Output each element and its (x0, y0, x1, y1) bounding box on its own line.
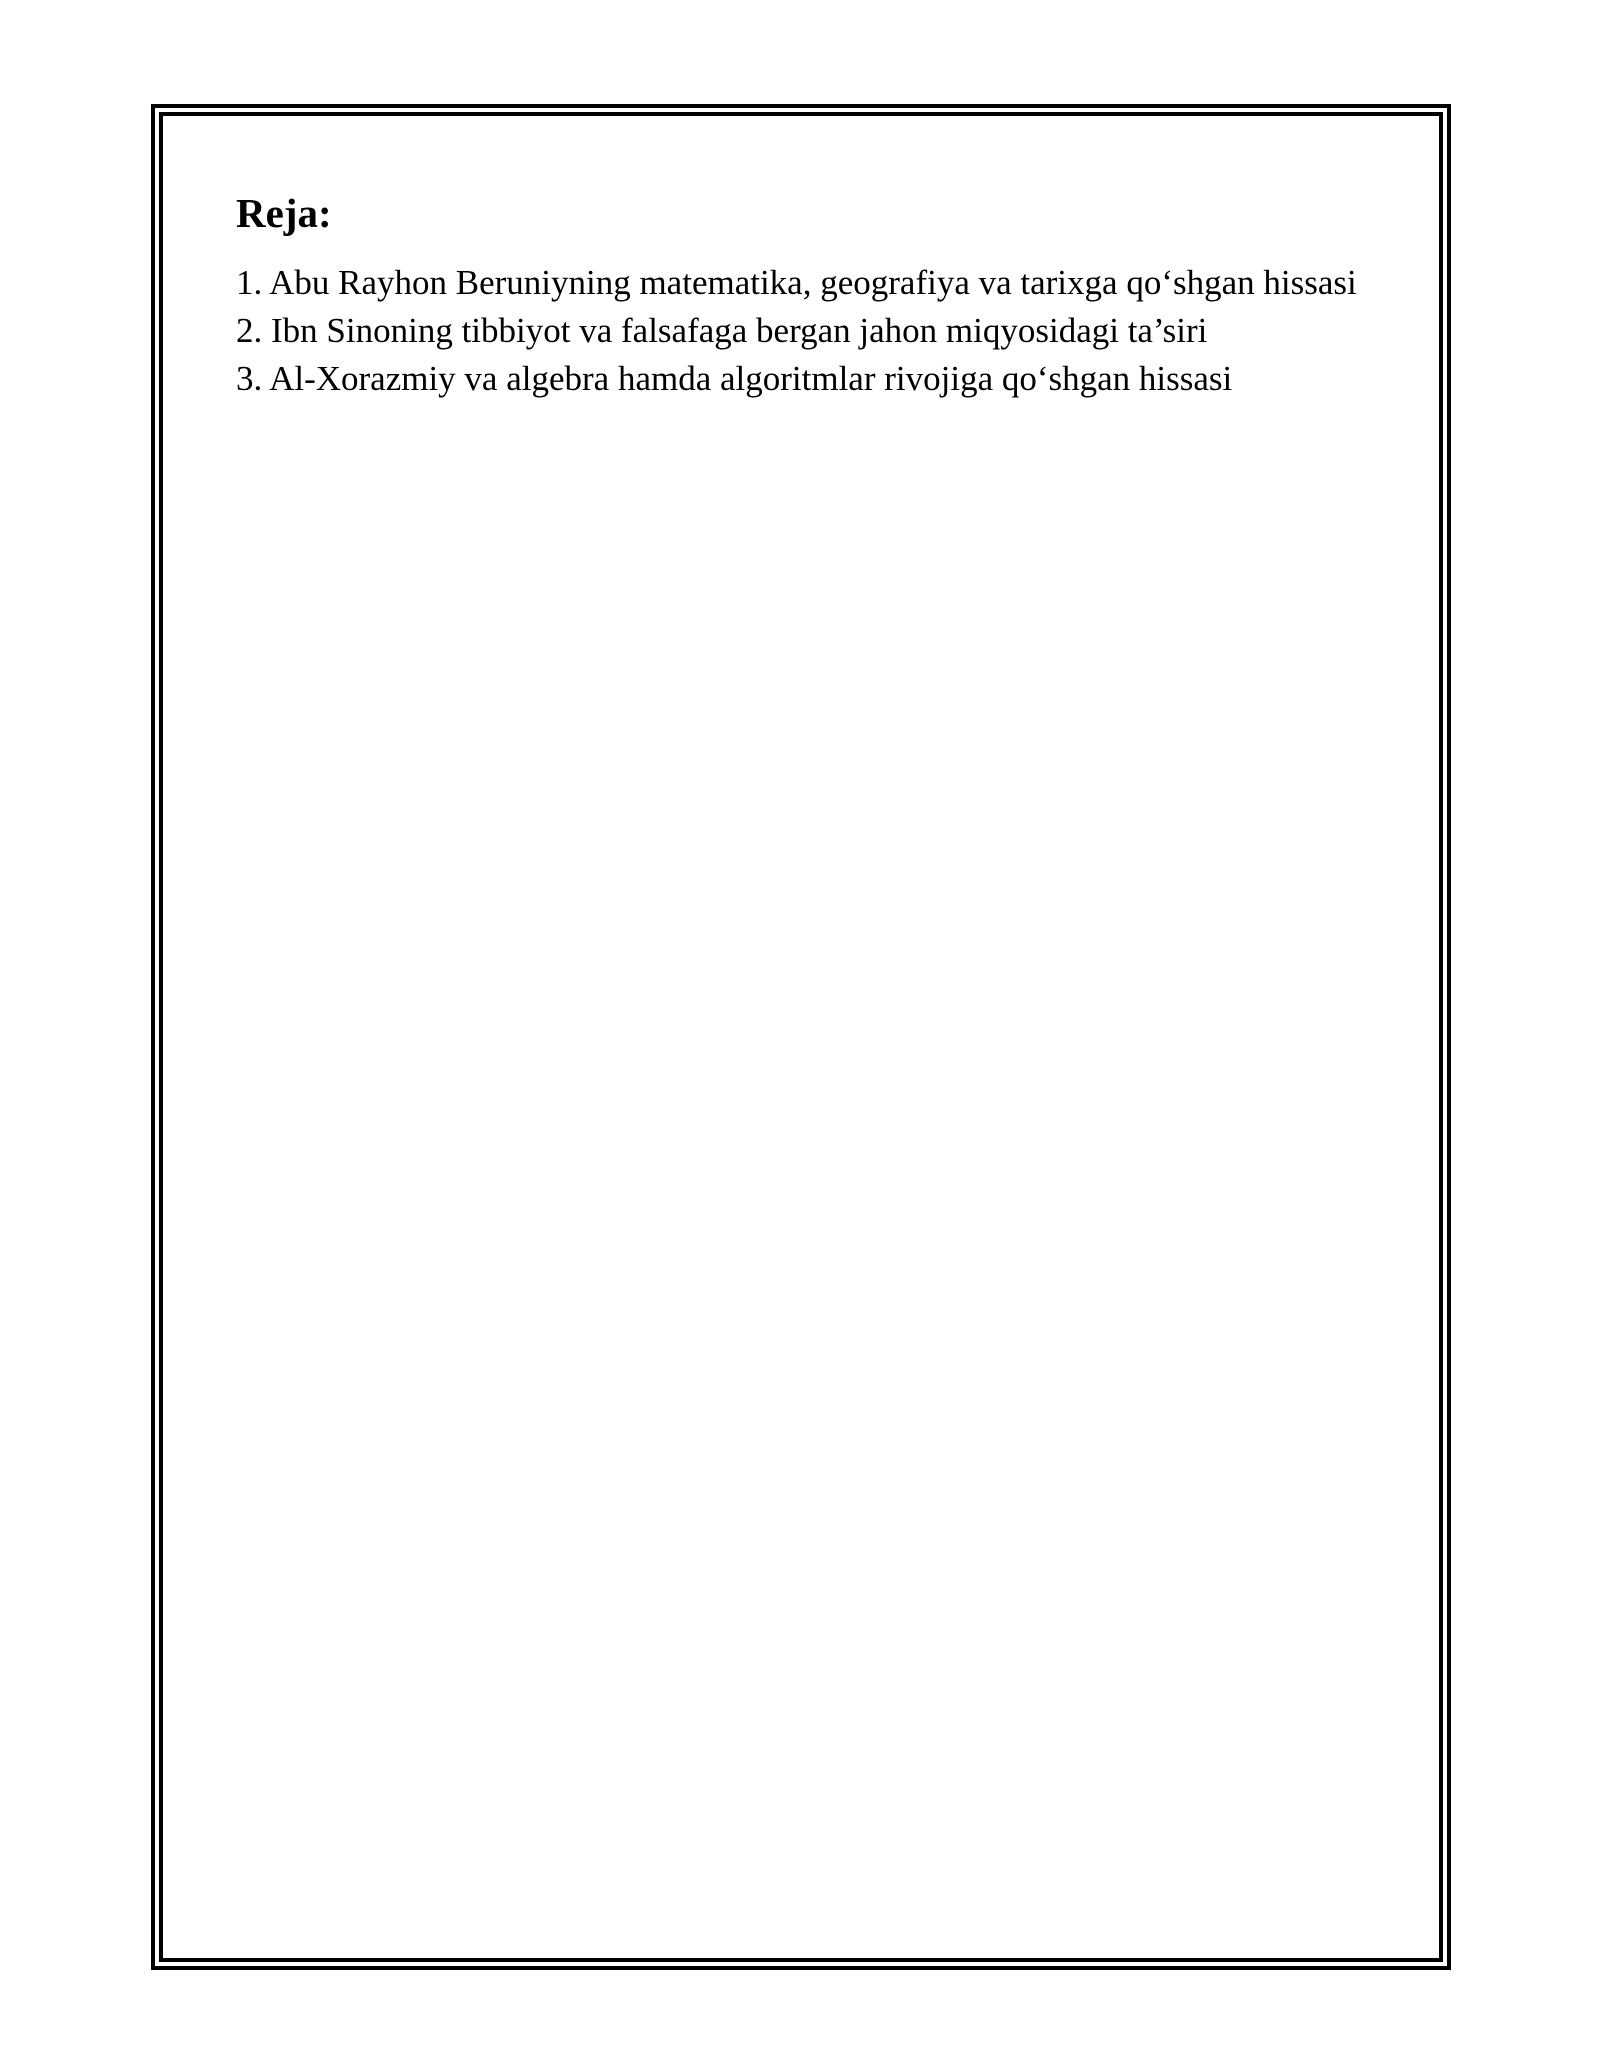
plan-list (236, 259, 1376, 403)
plan-item-2: 2. Ibn Sinoning tibbiyot va falsafaga bergan jahon miqyosidagi ta’siri (236, 311, 1208, 350)
plan-item-1: 1. Abu Rayhon Beruniyning matematika, geografiya va tarixga qo‘shgan hissasi (236, 263, 1357, 302)
plan-title: Reja: (236, 190, 332, 236)
page-content (236, 185, 1376, 403)
plan-item-3: 3. Al-Xorazmiy va algebra hamda algoritmlar rivojiga qo‘shgan hissasi (236, 359, 1233, 398)
